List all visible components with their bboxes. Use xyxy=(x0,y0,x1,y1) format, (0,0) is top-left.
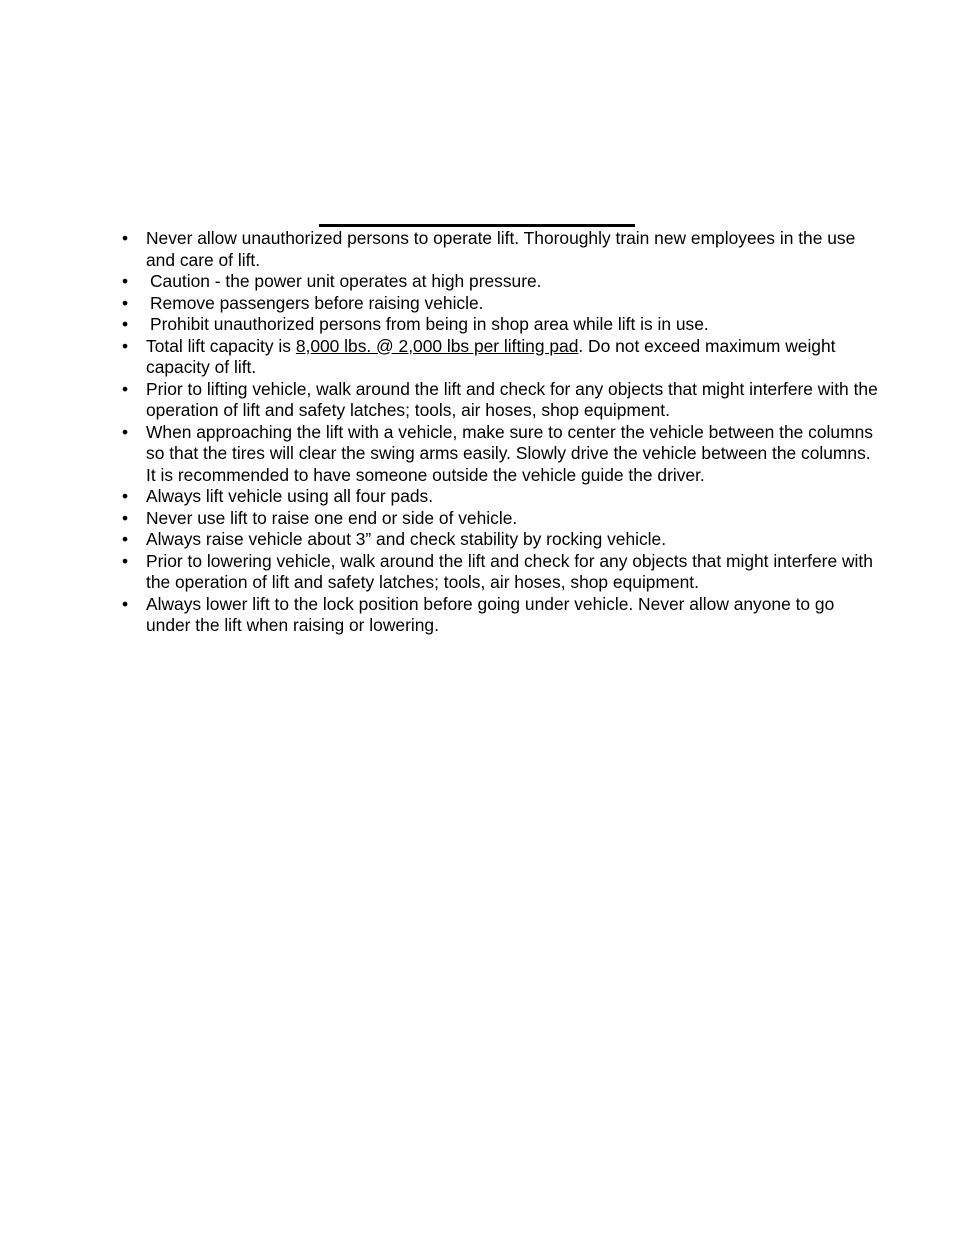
safety-bullet-list xyxy=(122,228,882,637)
bullet-text: Always lift vehicle using all four pads. xyxy=(146,486,434,506)
bullet-text: When approaching the lift with a vehicle, make sure to center the vehicle between the columns so that the tires will clear the swing arms easily. Slowly drive the vehicle between the columns. It is recommended to have someone outside the vehicle guide the driver. xyxy=(146,421,873,485)
bullet-icon: • xyxy=(122,550,129,571)
bullet-text: Prohibit unauthorized persons from being in shop area while lift is in use. xyxy=(150,314,709,334)
bullet-text: Always raise vehicle about 3” and check stability by rocking vehicle. xyxy=(146,529,667,549)
bullet-text: Never allow unauthorized persons to operate lift. Thoroughly train new employees in the use and care of lift. xyxy=(146,228,856,270)
bullet-icon: • xyxy=(122,486,129,506)
bullet-item xyxy=(122,551,882,594)
bullet-text xyxy=(146,336,835,378)
bullet-icon: • xyxy=(122,292,129,313)
bullet-icon: • xyxy=(122,314,129,334)
bullet-text: Never use lift to raise one end or side of vehicle. xyxy=(146,507,518,528)
header-rule xyxy=(319,224,635,227)
bullet-text: Prior to lowering vehicle, walk around the lift and check for any objects that might interfere with the operation of lift and safety latches; tools, air hoses, shop equipment. xyxy=(146,550,873,592)
bullet-text: Remove passengers before raising vehicle. xyxy=(150,292,484,313)
bullet-icon: • xyxy=(122,271,129,291)
bullet-item xyxy=(122,529,882,551)
bullet-item xyxy=(122,228,882,271)
bullet-item xyxy=(122,486,882,508)
bullet-item xyxy=(122,271,882,293)
capacity-text-before: Total lift capacity is xyxy=(146,335,296,356)
bullet-icon: • xyxy=(122,378,129,399)
capacity-text-after: . Do not exceed maximum weight capacity of lift. xyxy=(146,335,836,377)
bullet-icon: • xyxy=(122,593,129,614)
bullet-text: Always lower lift to the lock position before going under vehicle. Never allow anyone to go under the lift when raising or lowering. xyxy=(146,593,835,635)
bullet-text: Prior to lifting vehicle, walk around the lift and check for any objects that might interfere with the operation of lift and safety latches; tools, air hoses, shop equipment. xyxy=(146,378,878,420)
bullet-item xyxy=(122,508,882,530)
bullet-item xyxy=(122,379,882,422)
bullet-item xyxy=(122,594,882,637)
bullet-icon: • xyxy=(122,421,129,442)
bullet-icon: • xyxy=(122,335,129,356)
bullet-icon: • xyxy=(122,507,129,528)
capacity-underlined-text: 8,000 lbs. @ 2,000 lbs per lifting pad xyxy=(295,335,579,356)
bullet-icon: • xyxy=(122,228,129,248)
bullet-item xyxy=(122,422,882,487)
bullet-text: Caution - the power unit operates at high pressure. xyxy=(150,271,542,291)
bullet-item xyxy=(122,314,882,336)
bullet-item xyxy=(122,336,882,379)
bullet-item xyxy=(122,293,882,315)
bullet-icon: • xyxy=(122,529,129,549)
